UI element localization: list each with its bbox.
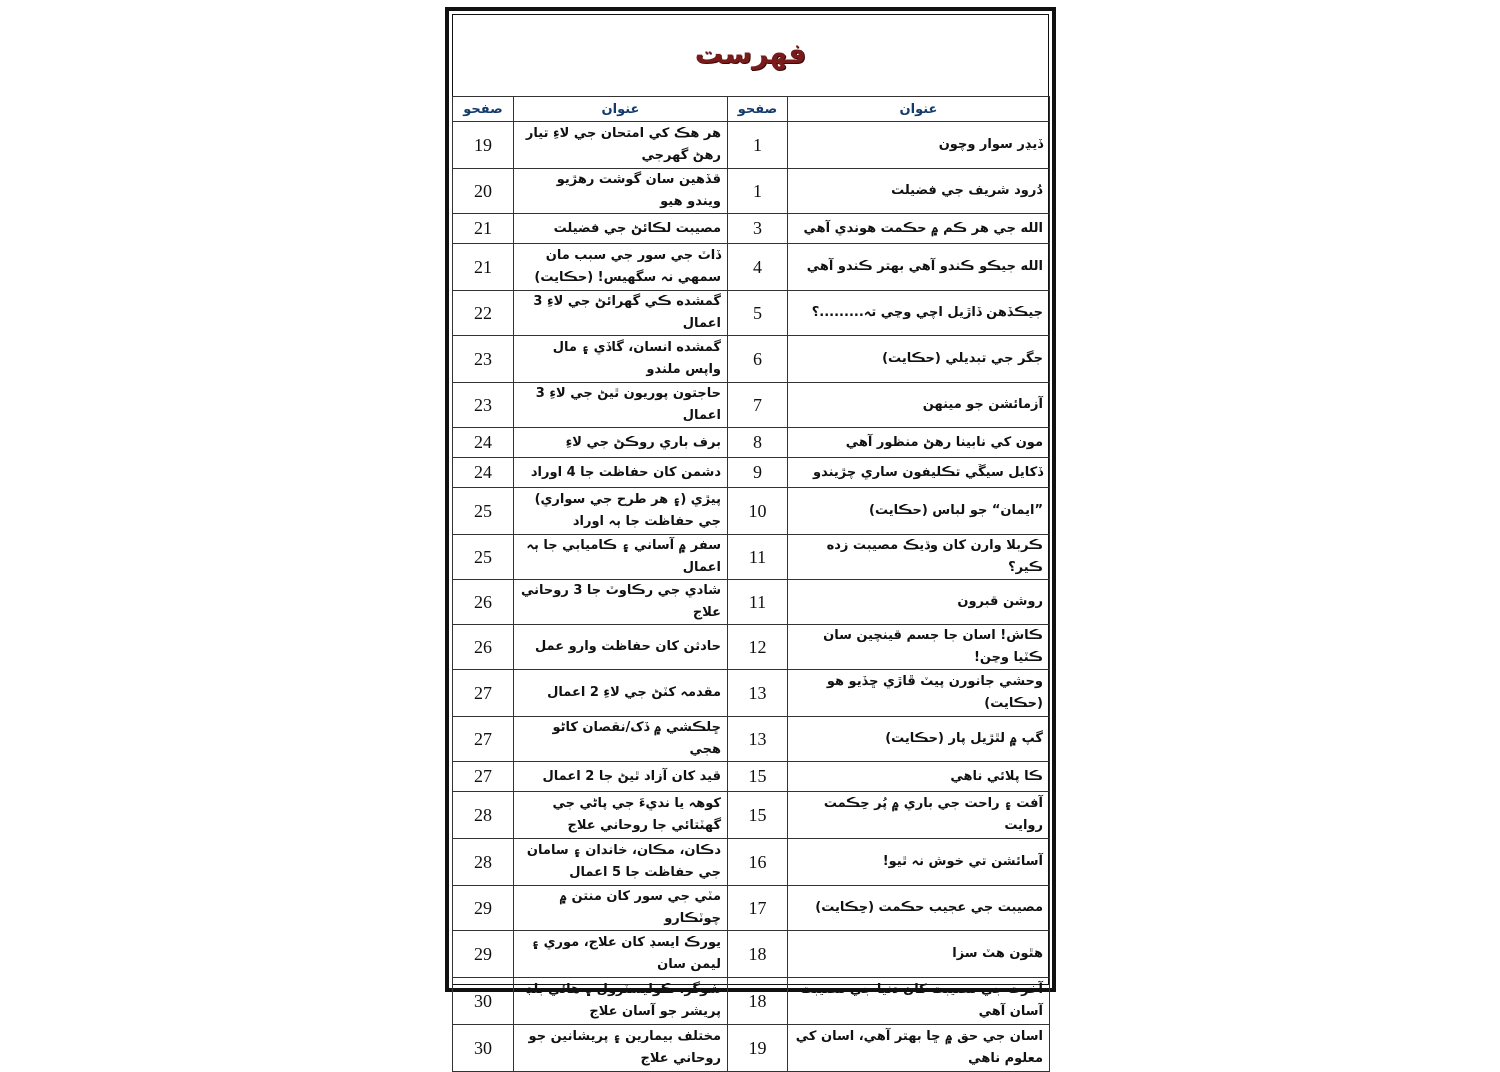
entry-title-right: آزمائشن جو مينهن: [788, 383, 1050, 428]
table-row: [453, 244, 1050, 291]
header-title-right: عنوان: [788, 97, 1050, 122]
entry-page-right: 11: [728, 580, 788, 625]
entry-title-left: دشمن کان حفاظت جا 4 اوراد: [514, 458, 728, 488]
page-frame: [445, 7, 1056, 1066]
table-row: [453, 458, 1050, 488]
table-row: [453, 580, 1050, 625]
table-row: [453, 886, 1050, 931]
entry-page-left: 28: [453, 839, 514, 886]
entry-page-left: 23: [453, 383, 514, 428]
entry-page-right: 3: [728, 214, 788, 244]
entry-page-left: 24: [453, 458, 514, 488]
entry-title-right: وحشي جانورن پيٽ ڦاڙي ڇڏيو هو (حڪايت): [788, 670, 1050, 717]
entry-page-right: 16: [728, 839, 788, 886]
header-page-left: صفحو: [453, 97, 514, 122]
entry-title-left: شوگر، ڪوليسٽرول ۽ هائي بلڊ پريشر جو آسان علاج: [514, 978, 728, 1025]
table-row: [453, 428, 1050, 458]
table-row: [453, 1025, 1050, 1072]
entry-page-left: 27: [453, 670, 514, 717]
table-row: [453, 792, 1050, 839]
entry-title-right: گپ ۾ لٿڙيل پار (حڪايت): [788, 717, 1050, 762]
entry-title-right: ڪاش! اسان جا جسم قينچين سان ڪٽيا وڃن!: [788, 625, 1050, 670]
table-row: [453, 717, 1050, 762]
table-row: [453, 336, 1050, 383]
table-row: [453, 762, 1050, 792]
entry-page-left: 21: [453, 214, 514, 244]
entry-title-right: ڪربلا وارن کان وڌيڪ مصيبت زده ڪير؟: [788, 535, 1050, 580]
entry-page-left: 22: [453, 291, 514, 336]
toc-body: [453, 122, 1050, 1072]
entry-page-right: 4: [728, 244, 788, 291]
entry-page-left: 25: [453, 488, 514, 535]
entry-title-right: ڪا پلائي ناهي: [788, 762, 1050, 792]
entry-title-left: کوهہ يا نديءَ جي پاڻي جي گهٽتائي جا روحاني علاج: [514, 792, 728, 839]
entry-page-left: 26: [453, 580, 514, 625]
entry-page-right: 10: [728, 488, 788, 535]
entry-title-left: پيڙي (۽ هر طرح جي سواري) جي حفاظت جا ٻہ اوراد: [514, 488, 728, 535]
entry-title-right: دُرود شريف جي فضيلت: [788, 169, 1050, 214]
entry-page-left: 24: [453, 428, 514, 458]
entry-page-right: 1: [728, 169, 788, 214]
table-row: [453, 291, 1050, 336]
entry-page-left: 19: [453, 122, 514, 169]
entry-title-right: اسان جي حق ۾ ڇا بهتر آهي، اسان کي معلوم ناهي: [788, 1025, 1050, 1072]
entry-title-right: آفت ۽ راحت جي باري ۾ پُر حِڪمت روايت: [788, 792, 1050, 839]
entry-page-left: 29: [453, 931, 514, 978]
entry-title-right: الله جي هر ڪم ۾ حڪمت هوندي آهي: [788, 214, 1050, 244]
entry-title-right: آسائشن تي خوش نہ ٿيو!: [788, 839, 1050, 886]
entry-page-left: 25: [453, 535, 514, 580]
entry-title-right: الله جيڪو ڪندو آهي بهتر ڪندو آهي: [788, 244, 1050, 291]
entry-title-left: هر هڪ کي امتحان جي لاءِ تيار رهڻ گهرجي: [514, 122, 728, 169]
table-row: [453, 169, 1050, 214]
entry-page-right: 9: [728, 458, 788, 488]
entry-title-left: مختلف بيمارين ۽ پريشانين جو روحاني علاج: [514, 1025, 728, 1072]
entry-title-right: هٿون هٽ سزا: [788, 931, 1050, 978]
entry-title-left: مٽي جي سور کان منتن ۾ چوٽڪارو: [514, 886, 728, 931]
entry-page-right: 15: [728, 792, 788, 839]
entry-page-left: 23: [453, 336, 514, 383]
entry-title-right: جيڪڏهن ڏاڙيل اچي وڃي تہ.........؟: [788, 291, 1050, 336]
toc-table: [452, 96, 1050, 1072]
entry-title-left: قيد کان آزاد ٿيڻ جا 2 اعمال: [514, 762, 728, 792]
header-page-right: صفحو: [728, 97, 788, 122]
table-row: [453, 625, 1050, 670]
entry-page-right: 18: [728, 978, 788, 1025]
entry-page-left: 26: [453, 625, 514, 670]
entry-page-right: 19: [728, 1025, 788, 1072]
table-row: [453, 670, 1050, 717]
entry-page-right: 7: [728, 383, 788, 428]
entry-page-right: 13: [728, 670, 788, 717]
entry-title-right: آخرت جي مصيبت کان دنيا جي مصيبت آسان آهي: [788, 978, 1050, 1025]
entry-title-left: دڪان، مڪان، خاندان ۽ سامان جي حفاظت جا 5 اعمال: [514, 839, 728, 886]
entry-title-right: ڏيڍر سوار وچون: [788, 122, 1050, 169]
table-row: [453, 488, 1050, 535]
entry-page-right: 18: [728, 931, 788, 978]
entry-page-right: 17: [728, 886, 788, 931]
entry-title-left: ڇلڪشي ۾ ڏک/نقصان کاڻو هجي: [514, 717, 728, 762]
entry-title-right: روشن قبرون: [788, 580, 1050, 625]
entry-title-left: قڏهين سان گوشت رهڙيو ويندو هيو: [514, 169, 728, 214]
entry-page-right: 5: [728, 291, 788, 336]
entry-page-left: 30: [453, 978, 514, 1025]
table-row: [453, 214, 1050, 244]
entry-title-left: گمشده ڪي گهرائڻ جي لاءِ 3 اعمال: [514, 291, 728, 336]
table-row: [453, 383, 1050, 428]
entry-title-left: يورڪ ايسڊ کان علاج، موري ۽ ليمن سان: [514, 931, 728, 978]
entry-page-left: 29: [453, 886, 514, 931]
entry-title-left: مقدمہ کٽڻ جي لاءِ 2 اعمال: [514, 670, 728, 717]
entry-page-left: 27: [453, 762, 514, 792]
entry-title-left: گمشده انسان، گاڏي ۽ مال واپس ملندو: [514, 336, 728, 383]
table-row: [453, 931, 1050, 978]
entry-title-left: مصيبت لڪائڻ جي فضيلت: [514, 214, 728, 244]
entry-title-left: شادي جي رڪاوٽ جا 3 روحاني علاج: [514, 580, 728, 625]
header-title-left: عنوان: [514, 97, 728, 122]
entry-page-left: 28: [453, 792, 514, 839]
entry-title-left: حاجتون پوريون ٿيڻ جي لاءِ 3 اعمال: [514, 383, 728, 428]
entry-page-right: 6: [728, 336, 788, 383]
table-row: [453, 535, 1050, 580]
entry-page-right: 12: [728, 625, 788, 670]
entry-title-left: برف باري روڪڻ جي لاءِ: [514, 428, 728, 458]
entry-page-left: 21: [453, 244, 514, 291]
entry-page-right: 1: [728, 122, 788, 169]
entry-title-left: ڏاٽ جي سور جي سبب مان سمهي نہ سگهيس! (حڪايت): [514, 244, 728, 291]
entry-page-left: 20: [453, 169, 514, 214]
entry-page-right: 8: [728, 428, 788, 458]
entry-title-right: مصيبت جي عجيب حڪمت (حِڪايت): [788, 886, 1050, 931]
entry-title-right: ”ايمان“ جو لباس (حڪايت): [788, 488, 1050, 535]
entry-title-right: ڏکايل سيڱي تڪليفون ساري چڙيندو: [788, 458, 1050, 488]
entry-title-left: حادثن کان حفاظت وارو عمل: [514, 625, 728, 670]
entry-page-left: 27: [453, 717, 514, 762]
table-header-row: [453, 97, 1050, 122]
entry-title-right: مون کي نابينا رهڻ منظور آهي: [788, 428, 1050, 458]
entry-page-right: 15: [728, 762, 788, 792]
entry-page-right: 11: [728, 535, 788, 580]
entry-title-left: سفر ۾ آساني ۽ ڪاميابي جا ٻہ اعمال: [514, 535, 728, 580]
entry-title-right: جگر جي تبديلي (حڪايت): [788, 336, 1050, 383]
page-title: فهرست: [694, 37, 807, 70]
table-row: [453, 839, 1050, 886]
entry-page-left: 30: [453, 1025, 514, 1072]
entry-page-right: 13: [728, 717, 788, 762]
table-row: [453, 122, 1050, 169]
table-row: [453, 978, 1050, 1025]
